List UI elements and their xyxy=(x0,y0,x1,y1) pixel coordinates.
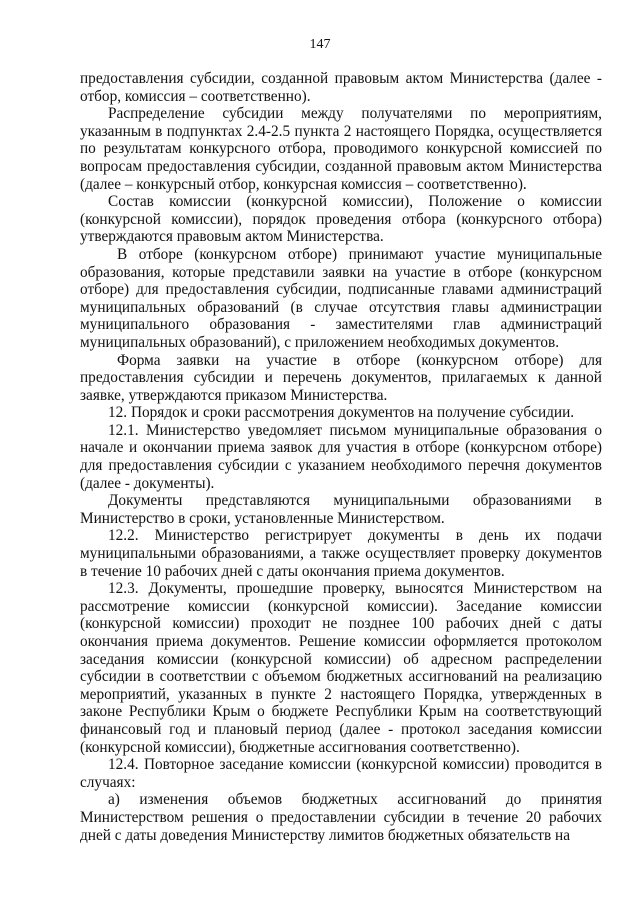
paragraph-12-4-a: а) изменения объемов бюджетных ассигнований до принятия Министерством решения о предоставлении субсидии в течение 20 рабочих дней с даты доведения Министерству лимитов бюджетных обязательств на xyxy=(80,791,602,844)
document-body xyxy=(80,70,602,844)
paragraph-commission-composition: Состав комиссии (конкурсной комиссии), Положение о комиссии (конкурсной комиссии), порядок проведения отбора (конкурсного отбора) утверждаются правовым актом Министерства. xyxy=(80,193,602,246)
paragraph-12-2: 12.2. Министерство регистрирует документы в день их подачи муниципальными образованиями, а также осуществляет проверку документов в течение 10 рабочих дней с даты окончания приема документов. xyxy=(80,527,602,580)
paragraph-application-form: Форма заявки на участие в отборе (конкурсном отборе) для предоставления субсидии и перечень документов, прилагаемых к данной заявке, утверждаются приказом Министерства. xyxy=(80,351,602,404)
paragraph-12-4: 12.4. Повторное заседание комиссии (конкурсной комиссии) проводится в случаях: xyxy=(80,756,602,791)
paragraph-distribution: Распределение субсидии между получателями по мероприятиям, указанным в подпунктах 2.4-2.5 пункта 2 настоящего Порядка, осуществляется по результатам конкурсного отбора, проводимого конкурсной комиссией по вопросам предоставления субсидии, созданной правовым актом Министерства (далее – конкурсный отбор, конкурсная комиссия – соответственно). xyxy=(80,105,602,193)
paragraph-section-12: 12. Порядок и сроки рассмотрения документов на получение субсидии. xyxy=(108,404,575,422)
paragraph-selection-intro: предоставления субсидии, созданной правовым актом Министерства (далее - отбор, комиссия – соответственно). xyxy=(80,70,602,105)
paragraph-documents-submission: Документы представляются муниципальными образованиями в Министерство в сроки, установленные Министерством. xyxy=(80,492,602,527)
paragraph-12-3: 12.3. Документы, прошедшие проверку, выносятся Министерством на рассмотрение комиссии (конкурсной комиссии). Заседание комиссии (конкурсной комиссии) проходит не позднее 100 рабочих дней с даты окончания приема документов. Решение комиссии оформляется протоколом заседания комиссии (конкурсной комиссии) об адресном распределении субсидии в соответствии с объемом бюджетных ассигнований на реализацию мероприятий, указанных в пункте 2 настоящего Порядка, утвержденных в законе Республики Крым о бюджете Республики Крым на соответствующий финансовый год и плановый период (далее - протокол заседания комиссии (конкурсной комиссии), бюджетные ассигнования соответственно). xyxy=(80,580,602,756)
paragraph-12-1: 12.1. Министерство уведомляет письмом муниципальные образования о начале и окончании приема заявок для участия в отборе (конкурсном отборе) для предоставления субсидии с указанием необходимого перечня документов (далее - документы). xyxy=(80,421,602,492)
paragraph-participants: В отборе (конкурсном отборе) принимают участие муниципальные образования, которые представили заявки на участие в отборе (конкурсном отборе) для предоставления субсидии, подписанные главами администраций муниципальных образований (в случае отсутствия главы администрации муниципального образования - заместителями глав администраций муниципальных образований), с приложением необходимых документов. xyxy=(80,245,602,351)
page-number: 147 xyxy=(309,37,331,52)
